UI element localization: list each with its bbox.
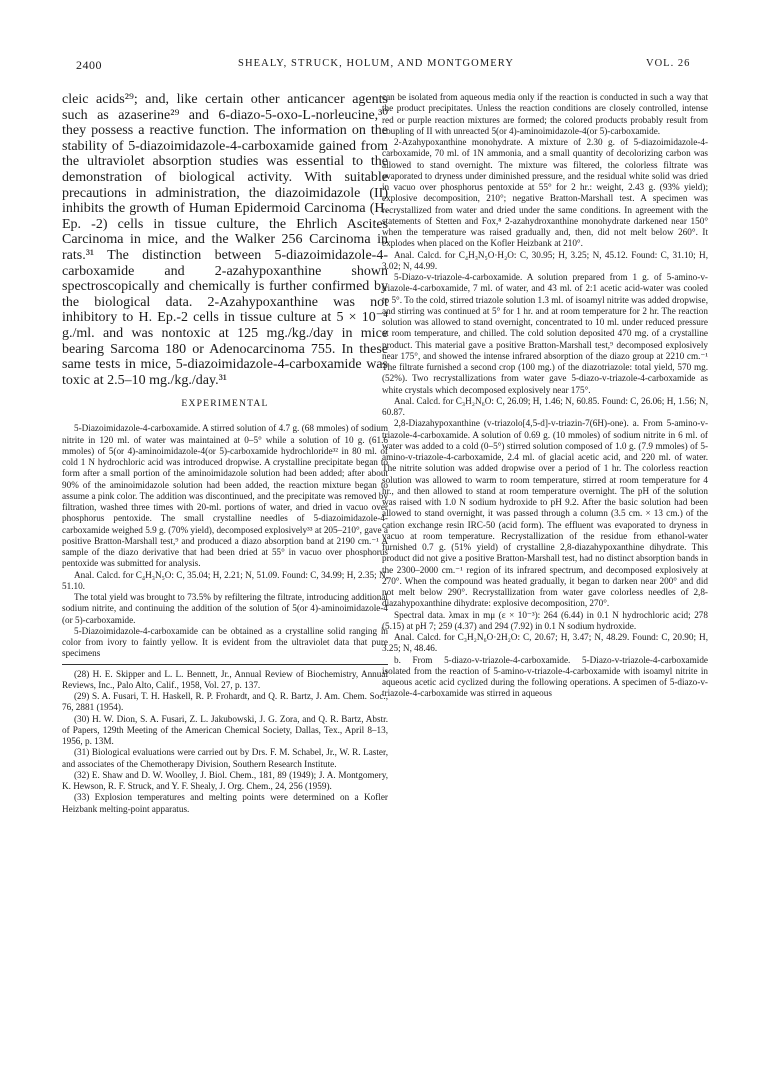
spectral-data-paragraph: Spectral data. λmax in mμ (ε × 10⁻³): 264 (6.44) in 0.1 N hydrochloric acid; 278 (5.15) at pH 7; 259 (4.37) and 294 (7.92) in 0.1 N sodium hydroxide. — [382, 609, 708, 631]
footnote: (32) E. Shaw and D. W. Woolley, J. Biol. Chem., 181, 89 (1949); J. A. Montgomery, K. Hewson, R. F. Struck, and Y. F. Shealy, J. Org. Chem., 24, 256 (1959). — [62, 769, 388, 792]
experimental-paragraph: 5-Diazo-v-triazole-4-carboxamide. A solution prepared from 1 g. of 5-amino-v-triazole-4-carboxamide, 7 ml. of water, and 43 ml. of 2:1 acetic acid-water was cooled to 5°. To the cold, stirred triazole solution 1.3 ml. of isoamyl nitrite was added dropwise, and stirring was continued at 5° for 1 hr. and at room temperature for 2 hr. The reaction solution was allowed to stand overnight, concentrated to 10 ml. under reduced pressure at room temperature, and chilled. The cold solution deposited 470 mg. of a crystalline product. This material gave a positive Bratton-Marshall test,⁹ decomposed explosively near 175°, and showed the intense infrared absorption of the diazo group at 2210 cm.⁻¹ The filtrate furnished a second crop (100 mg.) of the diazotriazole: total yield, 570 mg. (52%). Two recrystallizations from water gave 5-diazo-v-triazole-4-carboxamide as white crystals which decomposed explosively near 175°. — [382, 272, 708, 395]
analysis-paragraph: Anal. Calcd. for C₃H₂N₆O: C, 26.09; H, 1.46; N, 60.85. Found: C, 26.06; H, 1.56; N, 60.87. — [382, 395, 708, 417]
left-column — [62, 92, 388, 815]
section-heading: EXPERIMENTAL — [181, 398, 269, 410]
experimental-paragraph: 2-Azahypoxanthine monohydrate. A mixture of 2.30 g. of 5-diazoimidazole-4-carboxamide, 70 ml. of 1N ammonia, and a small quantity of decolorizing carbon was allowed to stand overnight. The mixture was filtered, the colorless filtrate was evaporated to dryness under diminished pressure, and the residual white solid was dried in vacuo over phosphorus pentoxide at 55° for 2 hr.: weight, 2.43 g. (93% yield); explosive decomposition, 210°; negative Bratton-Marshall test. A specimen was recrystallized from water and dried under the same conditions. In agreement with the statements of Stetten and Fox,⁸ 2-azahydroxanthine monohydrate darkened near 150° when the temperature was raised gradually and, then, did not melt below 260°. It explodes when placed on the Kofler Heizbank at 210°. — [382, 137, 708, 249]
footnote: (29) S. A. Fusari, T. H. Haskell, R. P. Frohardt, and Q. R. Bartz, J. Am. Chem. Soc., 76, 2881 (1954). — [62, 691, 388, 713]
analysis-paragraph: Anal. Calcd. for C₃H₂N₆O·2H₂O: C, 20.67; H, 3.47; N, 48.29. Found: C, 20.90; H, 3.25; N, 48.46. — [382, 632, 708, 654]
experimental-paragraph: The total yield was brought to 73.5% by refiltering the filtrate, introducing additional sodium nitrite, and continuing the addition of the solution of 5(or 4)-aminoimidazole-4 (or 5)-carboxamide. — [62, 592, 388, 625]
page-number: 2400 — [76, 58, 102, 72]
experimental-paragraph: 5-Diazoimidazole-4-carboxamide can be obtained as a crystalline solid ranging in color from ivory to faintly yellow. It is evident from the ultraviolet data that pure specimens — [62, 625, 388, 659]
footnote: (33) Explosion temperatures and melting points were determined on a Kofler Heizbank melting-point apparatus. — [62, 792, 388, 814]
experimental-paragraph: 5-Diazoimidazole-4-carboxamide. A stirred solution of 4.7 g. (68 mmoles) of sodium nitrite in 120 ml. of water was maintained at 0–5° while a solution of 10 g. (61.6 mmoles) of 5(or 4)-aminoimidazole-4(or 5)-carboxamide hydrochloride³² in 80 ml. of cold 1 N hydrochloric acid was introduced dropwise. A crystalline precipitate began to form after a small portion of the aminoimidazole solution had been added; after about 90% of the aminoimidazole solution had been added, the reaction mixture began to assume a pink color. The addition was discontinued, and the precipitate was removed by filtration, washed three times with 20-ml. portions of water, and dried in vacuo over phosphorus pentoxide. The small crystalline needles of 5-diazoimidazole-4-carboxamide weighed 5.9 g. (70% yield), decomposed explosively³³ at 205–210°, gave a positive Bratton-Marshall test,⁹ and produced a diazo absorption band at 2190 cm.⁻¹ A sample of the diazo derivative that had been dried at 55° in vacuo over phosphorus pentoxide was submitted for analysis. — [62, 423, 388, 569]
experimental-paragraph: 2,8-Diazahypoxanthine (v-triazolo[4,5-d]-v-triazin-7(6H)-one). a. From 5-amino-v-triazole-4-carboxamide. A solution of 0.69 g. (10 mmoles) of sodium nitrite in 6 ml. of water was added to a cold (0–5°) stirred solution composed of 1.0 g. (7.9 mmoles) of 5-amino-v-triazole-4-carboxamide, 2.4 ml. of glacial acetic acid, and 220 ml. of water. The nitrite solution was added dropwise over a period of 1 hr. The colorless reaction solution was allowed to warm to room temperature, stirred at room temperature for 4 hr., and then allowed to stand at room temperature overnight. The pH of the solution was raised with 1.0 N sodium hydroxide to pH 9.2. After the basic solution had been allowed to stand overnight, it was passed through a column (3.5 cm. × 13 cm.) of the cation exchange resin IRC-50 (acid form). The effluent was evaporated to dryness in vacuo at room temperature. Recrystallization of the residue from ethanol-water furnished 0.7 g. (51% yield) of crystalline 2,8-diazahypoxanthine dihydrate. This product did not give a positive Bratton-Marshall test, had no distinct absorption bands in the 2300–2000 cm.⁻¹ region of its infrared spectrum, and decomposed explosively at 270°. When the compound was heated gradually, it began to darken near 200° and did not melt below 290°. Recrystallization from water gave colorless needles of 2,8-diazahypoxanthine dihydrate: explosive decomposition, 270°. — [382, 418, 708, 609]
footnote: (30) H. W. Dion, S. A. Fusari, Z. L. Jakubowski, J. G. Zora, and Q. R. Bartz, Abstr. of Papers, 129th Meeting of the American Chemical Society, Dallas, Tex., April 8–13, 1956, p. 13M. — [62, 713, 388, 747]
footnote: (31) Biological evaluations were carried out by Drs. F. M. Schabel, Jr., W. R. Laster, and associates of the Chemotherapy Division, Southern Research Institute. — [62, 747, 388, 769]
experimental-paragraph: can be isolated from aqueous media only if the reaction is conducted in such a way that the product precipitates. Unless the reaction conditions are closely controlled, intense red or purple reaction mixtures are formed; the colored products probably result from coupling of II with unreacted 5(or 4)-aminoimidazole-4(or 5)-carboxamide. — [382, 92, 708, 136]
right-column — [382, 92, 708, 700]
analysis-paragraph: Anal. Calcd. for C₄H₃N₅O: C, 35.04; H, 2.21; N, 51.09. Found: C, 34.99; H, 2.35; N, 51.10. — [62, 569, 388, 591]
footnote-divider — [62, 664, 388, 665]
volume-label: VOL. 26 — [646, 58, 691, 69]
intro-paragraph: cleic acids²⁹; and, like certain other anticancer agents such as azaserine²⁹ and 6-diazo-5-oxo-L-norleucine,³⁰ they possess a reactive function. The information on the stability of 5-diazoimidazole-4-carboxamide gained from the ultraviolet absorption studies was essential to the demonstration of biological activity. With suitable precautions in administration, the diazoimidazole (II) inhibits the growth of Human Epidermoid Carcinoma (H. Ep. -2) cells in tissue culture, the Ehrlich Ascites Carcinoma in mice, and the Walker 256 Carcinoma in rats.³¹ The distinction between 5-diazoimidazole-4-carboxamide and 2-azahypoxanthine shown spectroscopically and chemically is further confirmed by the biological data. 2-Azahypoxanthine was not inhibitory to H. Ep.-2 cells in tissue culture at 5 × 10⁻⁴ g./ml. and was nontoxic at 125 mg./kg./day in mice bearing Sarcoma 180 or Adenocarcinoma 755. In these same tests in mice, 5-diazoimidazole-4-carboxamide was toxic at 2.5–10 mg./kg./day.³¹ — [62, 92, 388, 388]
footnote: (28) H. E. Skipper and L. L. Bennett, Jr., Annual Review of Biochemistry, Annual Reviews, Inc., Palo Alto, Calif., 1958, Vol. 27, p. 137. — [62, 668, 388, 690]
experimental-paragraph: b. From 5-diazo-v-triazole-4-carboxamide. 5-Diazo-v-triazole-4-carboxamide isolated from the reaction of 5-amino-v-triazole-4-carboxamide with isoamyl nitrite in aqueous acetic acid cyclized during the following operations. A specimen of 5-diazo-v-triazole-4-carboxamide was stirred in aqueous — [382, 654, 708, 699]
running-header-authors: SHEALY, STRUCK, HOLUM, AND MONTGOMERY — [238, 58, 515, 69]
footnotes — [62, 664, 388, 815]
analysis-paragraph: Anal. Calcd. for C₄H₃N₅O·H₂O: C, 30.95; H, 3.25; N, 45.12. Found: C, 31.10; H, 3.02; N, 44.99. — [382, 249, 708, 271]
